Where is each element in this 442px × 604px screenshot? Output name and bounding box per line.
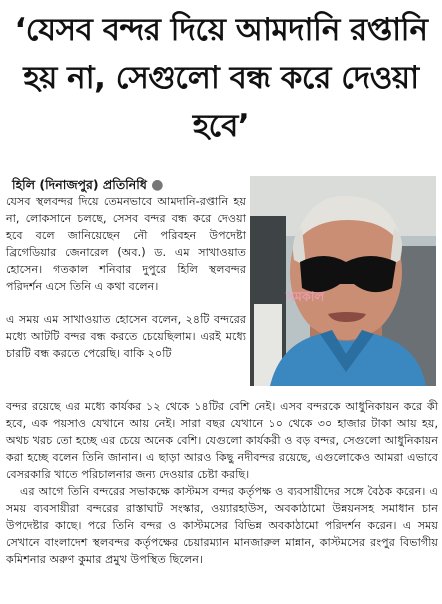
article-column-narrow — [6, 193, 246, 362]
byline-text: হিলি (দিনাজপুর) প্রতিনিধি — [12, 177, 147, 192]
paragraph-3: এর আগে তিনি বন্দরের সভাকক্ষে কাস্টমস বন্দর কর্তৃপক্ষ ও ব্যবসায়ীদের সঙ্গে বৈঠক করেন। এ সময় ব্যবসায়ীরা বন্দরের রাস্তাঘাট সংস্কার, ওয়্যারহাউস, অবকাঠামো উন্নয়নসহ সমাধান চান উপদেষ্টার কাছে। পরে তিনি বন্দর ও কাস্টমসের বিভিন্ন অবকাঠামো পরিদর্শন করেন। এ সময় সেখানে বাংলাদেশ স্থলবন্দর কর্তৃপক্ষের চেয়ারম্যান মানজারুল মান্নান, কাস্টমসের রংপুর বিভাগীয় কমিশনার অরুণ কুমার প্রমুখ উপস্থিত ছিলেন। — [6, 485, 438, 566]
bullet-icon: ● — [151, 177, 164, 193]
byline — [12, 177, 244, 193]
paragraph-2-continued: বন্দর রয়েছে এর মধ্যে কার্যকর ১২ থেকে ১৪টির বেশি নেই। এসব বন্দরকে আধুনিকায়ন করে কী হবে, এক পয়সাও যেখানে আয় নেই। সারা বছর যেখানে ১০ থেকে ৩০ হাজার টাকা আয় হয়, অথচ খরচ তো হচ্ছে এর চেয়ে অনেক বেশি। যেগুলো কার্যকরী ও বড় বন্দর, সেগুলো আধুনিকায়ন করা হচ্ছে বলেন তিনি জানান। এ ছাড়া আরও কিছু নদীবন্দর রয়েছে, এগুলোকেও আমরা এভাবে বেসরকারি খাতে পরিচালনার জন্য দেওয়ার চেষ্টা করছি। — [6, 400, 438, 481]
paragraph-1: যেসব স্থলবন্দর দিয়ে তেমনভাবে আমদানি-রপ্তানি হয় না, লোকসানে চলছে, সেসব বন্দর বন্ধ করে দেওয়া হবে বলে জানিয়েছেন নৌ পরিবহন উপদেষ্টা ব্রিগেডিয়ার জেনারেল (অব.) ড. এম সাখাওয়াত হোসেন। গতকাল শনিবার দুপুরে হিলি স্থলবন্দর পরিদর্শন এসে তিনি এ কথা বলেন। — [6, 195, 246, 293]
watermark: সমকাল — [286, 290, 325, 305]
article-photo — [250, 176, 436, 386]
article-column-wide — [6, 398, 438, 568]
portrait-image — [250, 176, 436, 386]
headline: ‘যেসব বন্দর দিয়ে আমদানি রপ্তানি হয় না, সেগুলো বন্ধ করে দেওয়া হবে’ — [14, 12, 428, 144]
paragraph-2-start: এ সময় এম সাখাওয়াত হোসেন বলেন, ২৪টি বন্দরের মধ্যে আটটি বন্দর বন্ধ করতে চেয়েছিলাম। এরই মধ্যে চারটি বন্ধ করতে পেরেছি। বাকি ২০টি — [6, 313, 246, 360]
